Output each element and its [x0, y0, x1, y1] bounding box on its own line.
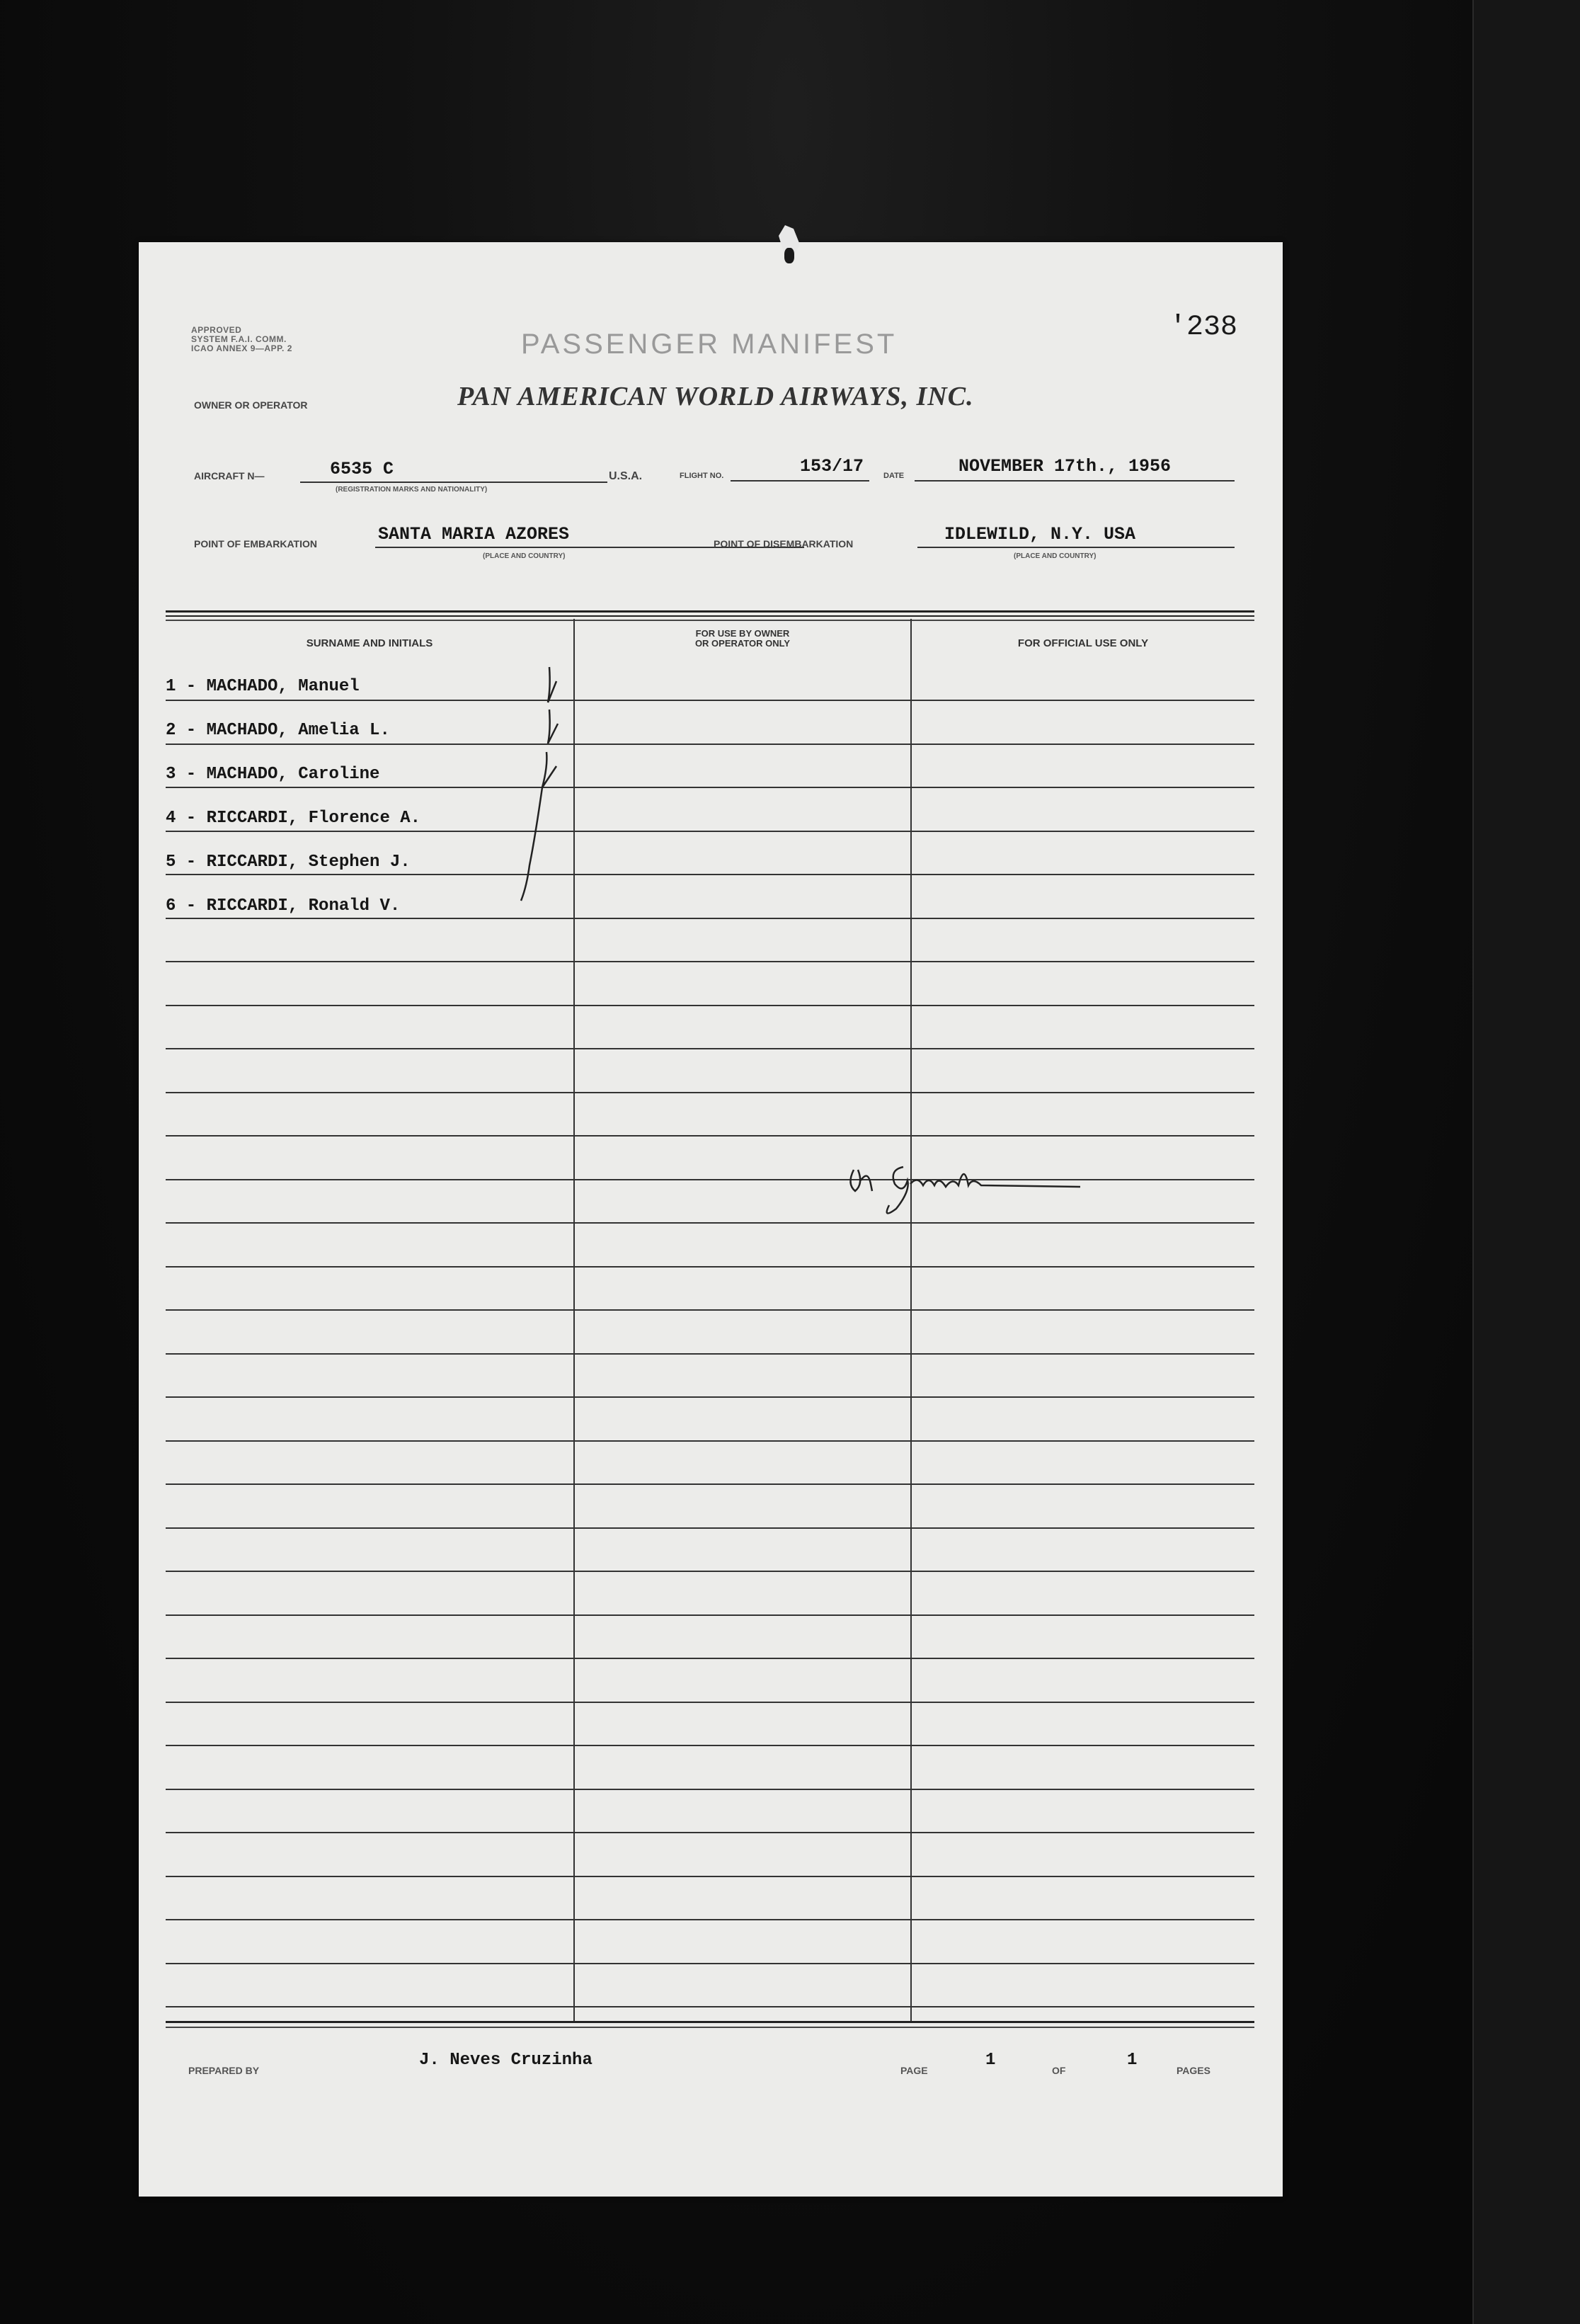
table-rule — [166, 2027, 1254, 2028]
table-row-line — [166, 1266, 1254, 1268]
table-rule — [166, 610, 1254, 613]
passenger-table — [166, 610, 1254, 2048]
check-marks-icon — [493, 653, 578, 908]
date-value: NOVEMBER 17th., 1956 — [958, 456, 1172, 477]
date-label: DATE — [883, 472, 905, 480]
passenger-row: 1 - MACHADO, Manuel — [166, 677, 360, 696]
table-row-line — [166, 1135, 1254, 1137]
scan-edge — [1472, 0, 1580, 2324]
table-row-line — [166, 1571, 1254, 1572]
table-row-line — [166, 1048, 1254, 1049]
approval-line: APPROVED — [191, 325, 242, 335]
prepared-by-value: J. Neves Cruzinha — [419, 2051, 592, 2070]
table-row-line — [166, 744, 1254, 745]
table-row-line — [166, 1658, 1254, 1659]
table-row-line — [166, 2006, 1254, 2007]
disembarkation-value: IDLEWILD, N.Y. USA — [944, 524, 1136, 545]
table-row-line — [166, 831, 1254, 832]
passenger-row: 4 - RICCARDI, Florence A. — [166, 809, 421, 828]
table-row-line — [166, 1745, 1254, 1746]
table-row-line — [166, 1832, 1254, 1833]
passenger-row: 5 - RICCARDI, Stephen J. — [166, 853, 411, 872]
table-rule — [166, 620, 1254, 621]
document-number: '238 — [1169, 312, 1238, 343]
passenger-row: 3 - MACHADO, Caroline — [166, 765, 380, 784]
table-row-line — [166, 1963, 1254, 1964]
column-header-owner-line: OR OPERATOR ONLY — [694, 638, 791, 649]
column-header-owner-line: FOR USE BY OWNER — [695, 628, 790, 639]
table-row-line — [166, 961, 1254, 962]
passenger-row: 6 - RICCARDI, Ronald V. — [166, 896, 401, 916]
table-row-line — [166, 1353, 1254, 1355]
table-row-line — [166, 1876, 1254, 1877]
table-row-line — [166, 787, 1254, 788]
form-title: PASSENGER MANIFEST — [521, 329, 898, 360]
table-row-line — [166, 1222, 1254, 1224]
approval-line: SYSTEM F.A.I. COMM. — [191, 334, 287, 344]
column-header-official: FOR OFFICIAL USE ONLY — [1017, 637, 1149, 649]
passenger-row: 2 - MACHADO, Amelia L. — [166, 721, 390, 740]
manifest-page — [139, 242, 1283, 2197]
aircraft-underline — [300, 482, 607, 483]
table-row-line — [166, 1396, 1254, 1398]
table-row-line — [166, 1005, 1254, 1006]
table-rule — [166, 2021, 1254, 2023]
table-row-line — [166, 700, 1254, 701]
table-row-line — [166, 918, 1254, 919]
owner-label: OWNER OR OPERATOR — [194, 399, 308, 411]
embarkation-sublabel: (PLACE AND COUNTRY) — [483, 552, 566, 560]
column-divider — [910, 619, 912, 2021]
aircraft-label: AIRCRAFT N— — [194, 470, 265, 482]
table-row-line — [166, 1614, 1254, 1616]
table-row-line — [166, 1919, 1254, 1920]
table-row-line — [166, 1527, 1254, 1529]
signature-icon — [840, 1141, 1109, 1219]
embarkation-value: SANTA MARIA AZORES — [378, 524, 570, 545]
aircraft-value: 6535 C — [330, 459, 394, 479]
date-underline — [915, 480, 1235, 482]
of-value: 1 — [1127, 2051, 1138, 2070]
disembarkation-sublabel: (PLACE AND COUNTRY) — [1014, 552, 1097, 560]
page-value: 1 — [985, 2051, 996, 2070]
pages-label: PAGES — [1177, 2065, 1210, 2076]
column-header-owner — [575, 629, 910, 649]
tape-mark — [784, 248, 794, 263]
column-header-surname: SURNAME AND INITIALS — [306, 637, 433, 649]
table-row-line — [166, 874, 1254, 875]
disembarkation-label: POINT OF DISEMBARKATION — [714, 538, 854, 549]
approval-block — [191, 326, 292, 353]
of-label: OF — [1052, 2065, 1066, 2076]
table-rule — [166, 615, 1254, 617]
flight-value: 153/17 — [800, 456, 864, 477]
table-row-line — [166, 1309, 1254, 1311]
aircraft-sublabel: (REGISTRATION MARKS AND NATIONALITY) — [336, 486, 488, 494]
table-row-line — [166, 1092, 1254, 1093]
page-label: PAGE — [900, 2065, 928, 2076]
table-row-line — [166, 1483, 1254, 1485]
country-label: U.S.A. — [609, 470, 643, 482]
table-row-line — [166, 1789, 1254, 1790]
flight-underline — [731, 480, 869, 482]
disembarkation-underline — [917, 547, 1235, 548]
flight-label: FLIGHT NO. — [680, 472, 724, 480]
table-row-line — [166, 1440, 1254, 1442]
prepared-by-label: PREPARED BY — [188, 2065, 260, 2076]
embarkation-label: POINT OF EMBARKATION — [194, 538, 317, 549]
table-row-line — [166, 1702, 1254, 1703]
operator-name: PAN AMERICAN WORLD AIRWAYS, INC. — [457, 382, 974, 411]
approval-line: ICAO ANNEX 9—APP. 2 — [191, 343, 292, 353]
